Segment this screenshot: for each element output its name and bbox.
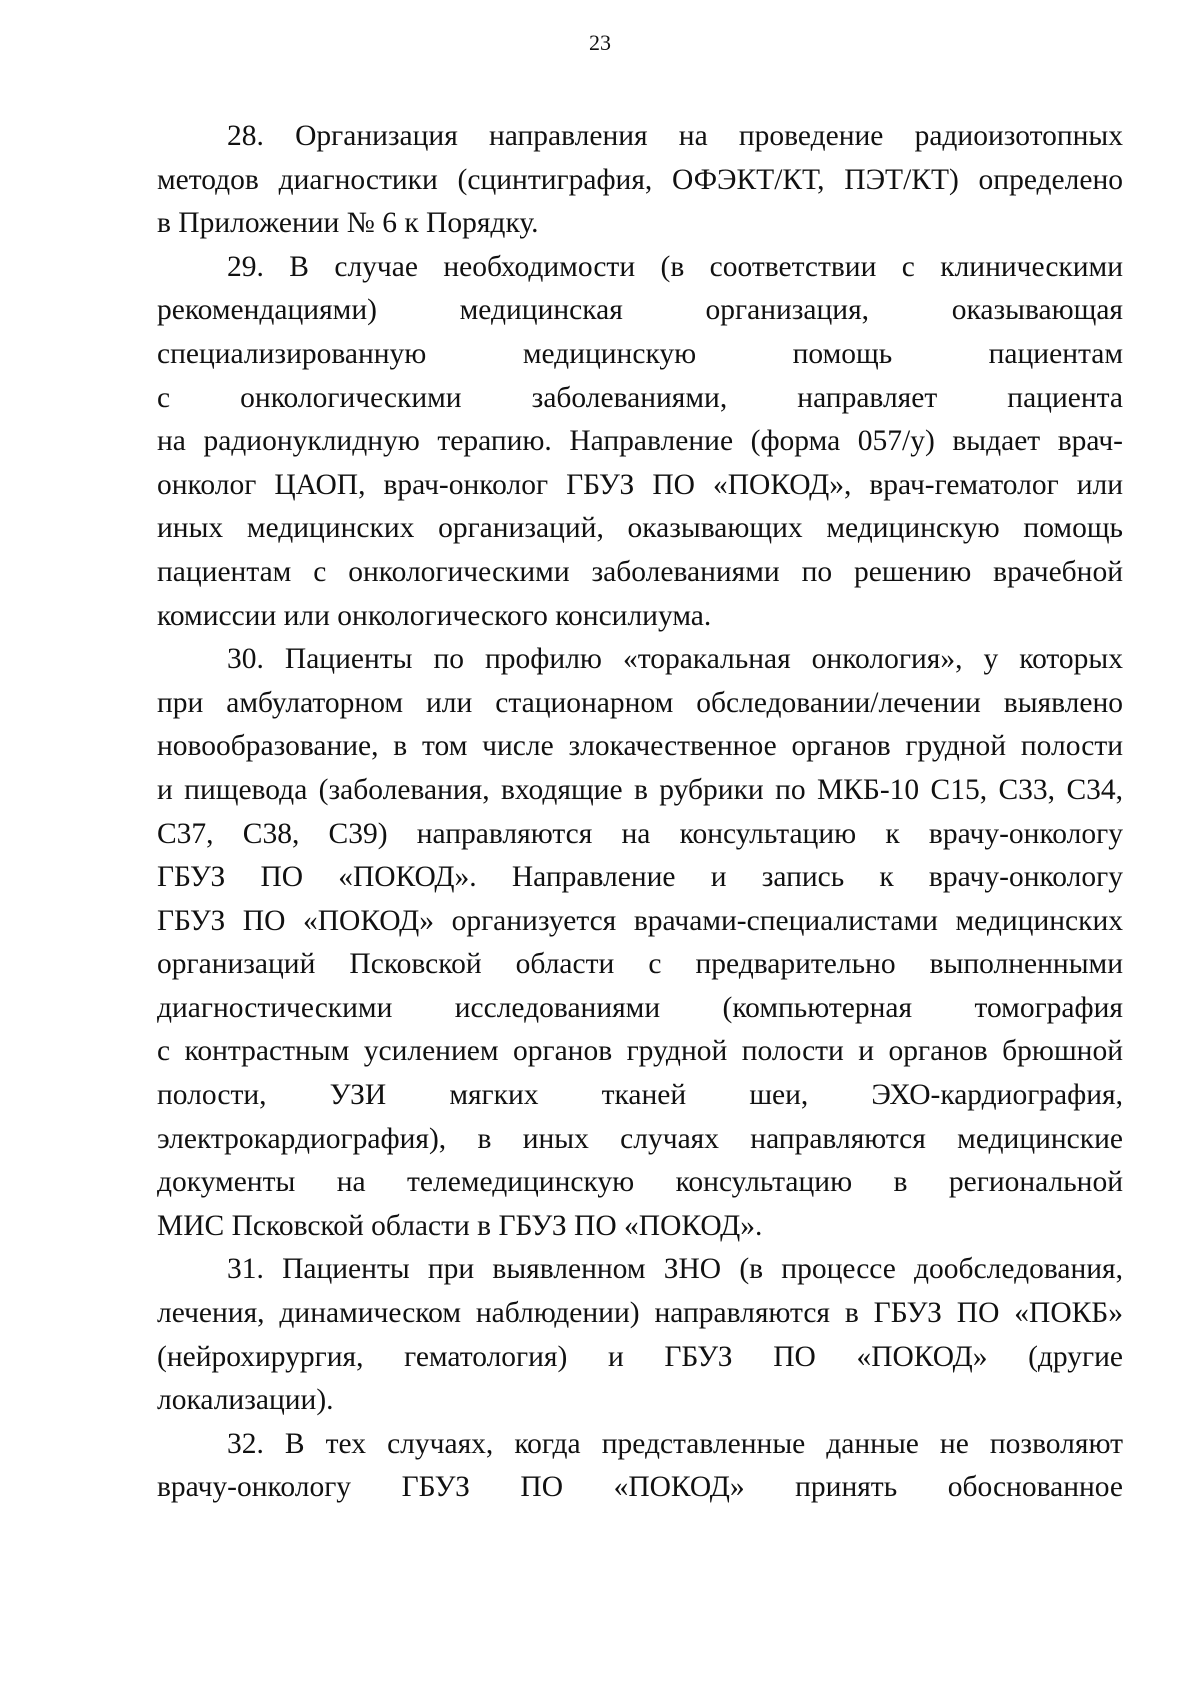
text-line: новообразование, в том числе злокачественное органов грудной полости xyxy=(157,730,1123,763)
text-line: с контрастным усилением органов грудной полости и органов брюшной xyxy=(157,1035,1123,1068)
paragraph-29 xyxy=(157,246,1123,638)
text-line: в Приложении № 6 к Порядку. xyxy=(157,207,539,240)
text-line: локализации). xyxy=(157,1384,334,1417)
text-line: 31. Пациенты при выявленном ЗНО (в процессе дообследования, xyxy=(227,1253,1123,1286)
text-line: лечения, динамическом наблюдении) направляются в ГБУЗ ПО «ПОКБ» xyxy=(157,1297,1123,1330)
text-line: С37, С38, С39) направляются на консультацию к врачу-онкологу xyxy=(157,817,1123,850)
text-line: рекомендациями) медицинская организация, оказывающая xyxy=(157,294,1123,327)
text-line: и пищевода (заболевания, входящие в рубрики по МКБ-10 С15, С33, С34, xyxy=(157,773,1123,806)
text-line: комиссии или онкологического консилиума. xyxy=(157,599,712,632)
text-line: 28. Организация направления на проведение радиоизотопных xyxy=(227,120,1123,152)
text-line: ГБУЗ ПО «ПОКОД» организуется врачами-специалистами медицинских xyxy=(157,904,1123,937)
paragraph-28 xyxy=(157,115,1123,246)
text-line: врачу-онкологу ГБУЗ ПО «ПОКОД» принять обоснованное xyxy=(157,1471,1123,1504)
text-line: диагностическими исследованиями (компьютерная томография xyxy=(157,991,1123,1024)
text-line: МИС Псковской области в ГБУЗ ПО «ПОКОД». xyxy=(157,1209,763,1242)
text-line: при амбулаторном или стационарном обследовании/лечении выявлено xyxy=(157,686,1123,719)
text-line: методов диагностики (сцинтиграфия, ОФЭКТ/КТ, ПЭТ/КТ) определено xyxy=(157,163,1123,196)
page-number: 23 xyxy=(589,30,611,55)
text-line: специализированную медицинскую помощь пациентам xyxy=(157,337,1123,370)
text-line: (нейрохирургия, гематология) и ГБУЗ ПО «ПОКОД» (другие xyxy=(157,1340,1123,1373)
text-line: полости, УЗИ мягких тканей шеи, ЭХО-кардиография, xyxy=(157,1079,1123,1112)
text-line: онколог ЦАОП, врач-онколог ГБУЗ ПО «ПОКОД», врач-гематолог или xyxy=(157,468,1123,501)
paragraph-30 xyxy=(157,638,1123,1248)
text-line: документы на телемедицинскую консультацию в региональной xyxy=(157,1166,1123,1199)
text-line: организаций Псковской области с предварительно выполненными xyxy=(157,948,1123,981)
document-body xyxy=(157,115,1123,1510)
text-line: электрокардиография), в иных случаях направляются медицинские xyxy=(157,1122,1123,1155)
paragraph-32 xyxy=(157,1423,1123,1510)
text-line: 32. В тех случаях, когда представленные данные не позволяют xyxy=(227,1427,1123,1460)
paragraph-31 xyxy=(157,1248,1123,1422)
text-line: с онкологическими заболеваниями, направляет пациента xyxy=(157,381,1123,414)
text-line: на радионуклидную терапию. Направление (форма 057/у) выдает врач- xyxy=(157,425,1123,458)
text-line: ГБУЗ ПО «ПОКОД». Направление и запись к врачу-онкологу xyxy=(157,861,1123,894)
text-line: 29. В случае необходимости (в соответствии с клиническими xyxy=(227,250,1123,283)
text-line: 30. Пациенты по профилю «торакальная онкология», у которых xyxy=(227,643,1123,676)
text-line: иных медицинских организаций, оказывающих медицинскую помощь xyxy=(157,512,1123,545)
text-line: пациентам с онкологическими заболеваниями по решению врачебной xyxy=(157,555,1123,588)
